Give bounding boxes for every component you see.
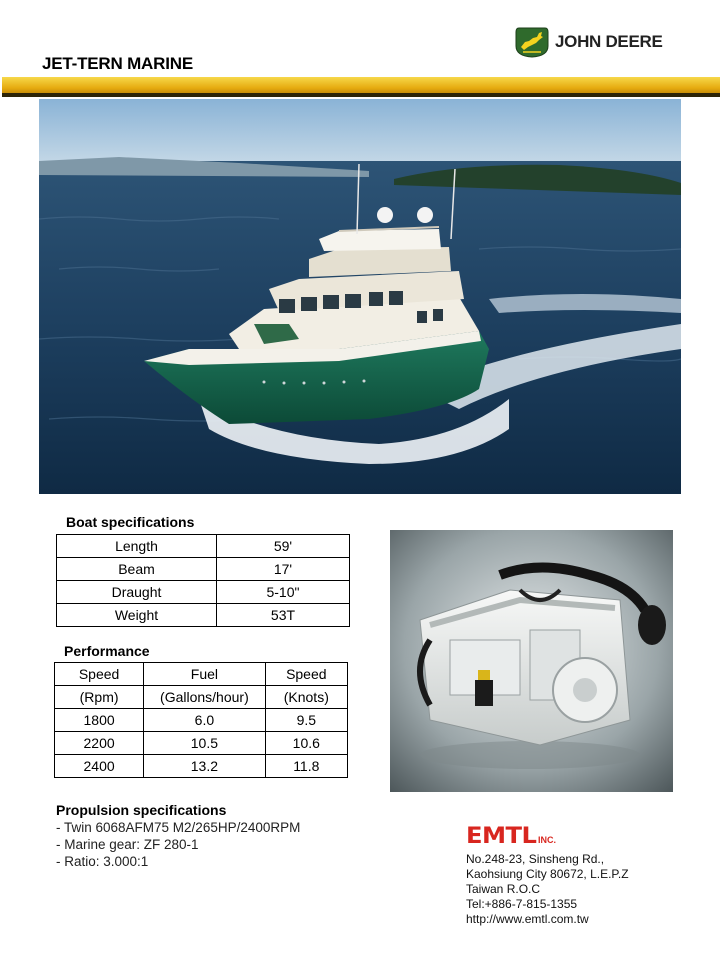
table-cell: 1800 (55, 709, 144, 732)
table-row (55, 755, 348, 778)
boat-photo (39, 99, 681, 494)
table-cell: 13.2 (144, 755, 265, 778)
company-address-line: No.248-23, Sinsheng Rd., (466, 852, 605, 866)
table-cell: 2200 (55, 732, 144, 755)
company-phone: Tel:+886-7-815-1355 (466, 897, 578, 911)
performance-table (54, 662, 348, 778)
table-cell: 2400 (55, 755, 144, 778)
spec-value: 59' (216, 535, 349, 558)
company-logo-text: EMTL (466, 824, 537, 849)
table-cell: 6.0 (144, 709, 265, 732)
spec-label: Weight (57, 604, 217, 627)
table-row (55, 709, 348, 732)
performance-title: Performance (64, 643, 150, 659)
john-deere-logo (515, 24, 663, 60)
company-address-line: Kaohsiung City 80672, L.E.P.Z (466, 867, 629, 881)
page-title: JET-TERN MARINE (42, 54, 193, 73)
table-row (55, 732, 348, 755)
table-cell: 11.8 (265, 755, 347, 778)
propulsion-line: - Twin 6068AFM75 M2/265HP/2400RPM (56, 820, 301, 835)
spec-label: Draught (57, 581, 217, 604)
boat-specs-table (56, 534, 350, 627)
spec-value: 53T (216, 604, 349, 627)
propulsion-section (56, 802, 300, 870)
column-header: Speed (55, 663, 144, 686)
table-cell: 10.6 (265, 732, 347, 755)
table-row (57, 558, 350, 581)
engine-photo (390, 530, 673, 792)
table-row (57, 604, 350, 627)
column-unit: (Gallons/hour) (144, 686, 265, 709)
deer-logo-icon (515, 26, 549, 58)
spec-value: 5-10" (216, 581, 349, 604)
company-website-link[interactable]: http://www.emtl.com.tw (466, 912, 589, 926)
propulsion-line: - Marine gear: ZF 280-1 (56, 837, 199, 852)
column-unit: (Knots) (265, 686, 347, 709)
brand-name: JOHN DEERE (555, 32, 663, 51)
company-address-line: Taiwan R.O.C (466, 882, 541, 896)
table-row (57, 581, 350, 604)
company-info (466, 824, 629, 927)
boat-specs-title: Boat specifications (66, 514, 195, 530)
table-header-row (55, 686, 348, 709)
company-logo-suffix: INC. (537, 835, 556, 845)
propulsion-title: Propulsion specifications (56, 802, 227, 818)
spec-value: 17' (216, 558, 349, 581)
emtl-logo (466, 824, 629, 849)
spec-label: Beam (57, 558, 217, 581)
table-cell: 10.5 (144, 732, 265, 755)
header-stripe (2, 77, 720, 97)
table-header-row (55, 663, 348, 686)
spec-label: Length (57, 535, 217, 558)
column-header: Speed (265, 663, 347, 686)
column-unit: (Rpm) (55, 686, 144, 709)
propulsion-line: - Ratio: 3.000:1 (56, 854, 149, 869)
table-cell: 9.5 (265, 709, 347, 732)
table-row (57, 535, 350, 558)
column-header: Fuel (144, 663, 265, 686)
